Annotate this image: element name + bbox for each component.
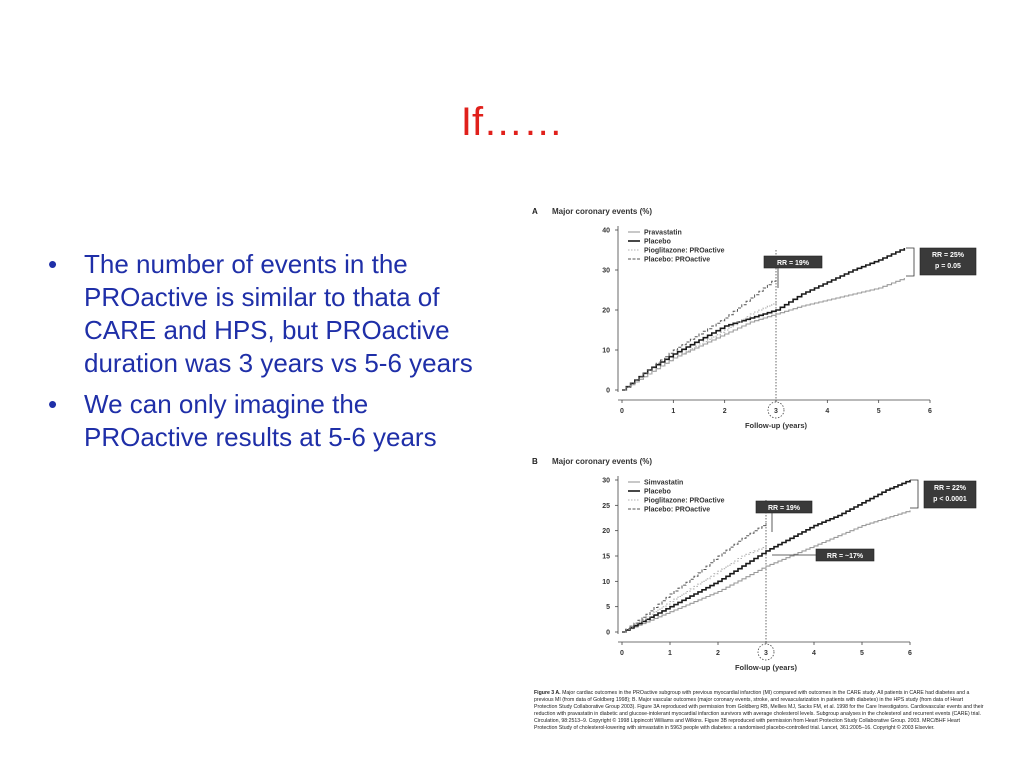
legend-label: Placebo: PROactive xyxy=(644,256,711,264)
caption-lead: Figure 3 A. xyxy=(534,690,561,696)
figure-charts xyxy=(526,196,990,686)
figure xyxy=(526,196,990,762)
annotation-text: RR = ~17% xyxy=(826,553,864,560)
x-tick-label: 1 xyxy=(671,408,676,415)
x-tick-label: 5 xyxy=(876,408,881,415)
panel-letter: A xyxy=(532,207,538,216)
bullet-text: We can only imagine the PROactive results at 5-6 years xyxy=(84,389,437,452)
series-line xyxy=(622,278,904,390)
bullet-list xyxy=(44,248,489,462)
x-tick-label: 4 xyxy=(812,650,816,657)
legend-label: Placebo xyxy=(644,238,671,246)
series-line xyxy=(622,302,776,390)
y-tick-label: 30 xyxy=(602,477,610,485)
legend-label: Simvastatin xyxy=(644,479,684,487)
x-tick-label: 4 xyxy=(825,408,830,415)
bullet-dot: • xyxy=(48,389,58,419)
rr-bracket xyxy=(910,480,918,508)
x-tick-label: 0 xyxy=(620,408,624,415)
marker-label: 3 xyxy=(774,408,778,415)
y-tick-label: 10 xyxy=(602,347,610,355)
caption-text: Major cardiac outcomes in the PROactive subgroup with previous myocardial infarction (MI) compared with outcomes in the CARE study. All patients in CARE had diabetes and a previous MI (from data of Goldberg 1998); B. Major vascular outcomes (major coronary events, stroke, and revascularization in patients with diabetes) in the HPS study (from data of Heart Protection Study Collaborative Group 2003). Figure 3A reproduced with permission from Goldberg RB, Mellies MJ, Sacks FM, et al. 1998 for the Care Investigators. Cardiovascular events and their reduction with pravastatin in diabetic and glucose-intolerant myocardial infarction survivors with average cholesterol levels. Subgroup analyses in the cholesterol and recurrent events (CARE) trial. Circulation, 98:2513–9. Copyright © 1998 Lippincott Williams and Wilkins. Figure 3B reproduced with permission from Heart Protection Study Collaborative Group. 2003. MRC/BHF Heart Protection Study of cholesterol-lowering with simvastatin in 5963 people with diabetes: a randomised placebo-controlled trial. Lancet, 361:2005–16. Copyright © 2003 Elsevier. xyxy=(534,690,984,731)
legend-label: Placebo: PROactive xyxy=(644,506,711,514)
x-tick-label: 6 xyxy=(928,408,932,415)
y-tick-label: 20 xyxy=(602,528,610,536)
bullet-text: The number of events in the PROactive is similar to thata of CARE and HPS, but PROactive duration was 3 years vs 5-6 years xyxy=(84,249,473,378)
x-axis-label: Follow-up (years) xyxy=(744,421,808,430)
y-tick-label: 25 xyxy=(602,502,610,510)
x-axis-label: Follow-up (years) xyxy=(734,663,798,672)
x-tick-label: 5 xyxy=(860,650,864,657)
annotation-text: RR = 25% xyxy=(931,252,965,259)
y-tick-label: 5 xyxy=(606,604,610,612)
y-tick-label: 40 xyxy=(602,227,610,235)
slide-title: If…… xyxy=(460,100,564,144)
figure-caption xyxy=(534,690,984,732)
annotation-text: RR = 19% xyxy=(776,260,810,267)
y-tick-label: 0 xyxy=(606,629,610,637)
chart-title: Major coronary events (%) xyxy=(552,207,653,216)
marker-label: 3 xyxy=(764,650,768,657)
y-tick-label: 15 xyxy=(602,553,610,561)
annotation-text: p = 0.05 xyxy=(935,263,961,270)
bullet-dot: • xyxy=(48,249,58,279)
annotation-text: RR = 22% xyxy=(933,485,967,492)
x-tick-label: 0 xyxy=(620,650,624,657)
annotation-text: p < 0.0001 xyxy=(933,496,967,503)
y-tick-label: 30 xyxy=(602,267,610,275)
annotation-text: RR = 19% xyxy=(767,505,801,512)
chart-title: Major coronary events (%) xyxy=(552,457,653,466)
y-tick-label: 20 xyxy=(602,307,610,315)
series-line xyxy=(622,510,910,632)
bullet-item xyxy=(44,388,489,454)
x-tick-label: 1 xyxy=(668,650,672,657)
legend-label: Pioglitazone: PROactive xyxy=(644,247,725,255)
x-tick-label: 6 xyxy=(908,650,912,657)
rr-bracket xyxy=(906,248,914,276)
panel-letter: B xyxy=(532,457,538,466)
y-tick-label: 10 xyxy=(602,578,610,586)
legend-label: Placebo xyxy=(644,488,671,496)
legend-label: Pioglitazone: PROactive xyxy=(644,497,725,505)
legend-label: Pravastatin xyxy=(644,229,682,237)
series-line xyxy=(622,523,766,632)
series-line xyxy=(622,546,766,632)
y-tick-label: 0 xyxy=(606,387,610,395)
x-tick-label: 2 xyxy=(722,408,727,415)
x-tick-label: 2 xyxy=(716,650,720,657)
bullet-item xyxy=(44,248,489,380)
